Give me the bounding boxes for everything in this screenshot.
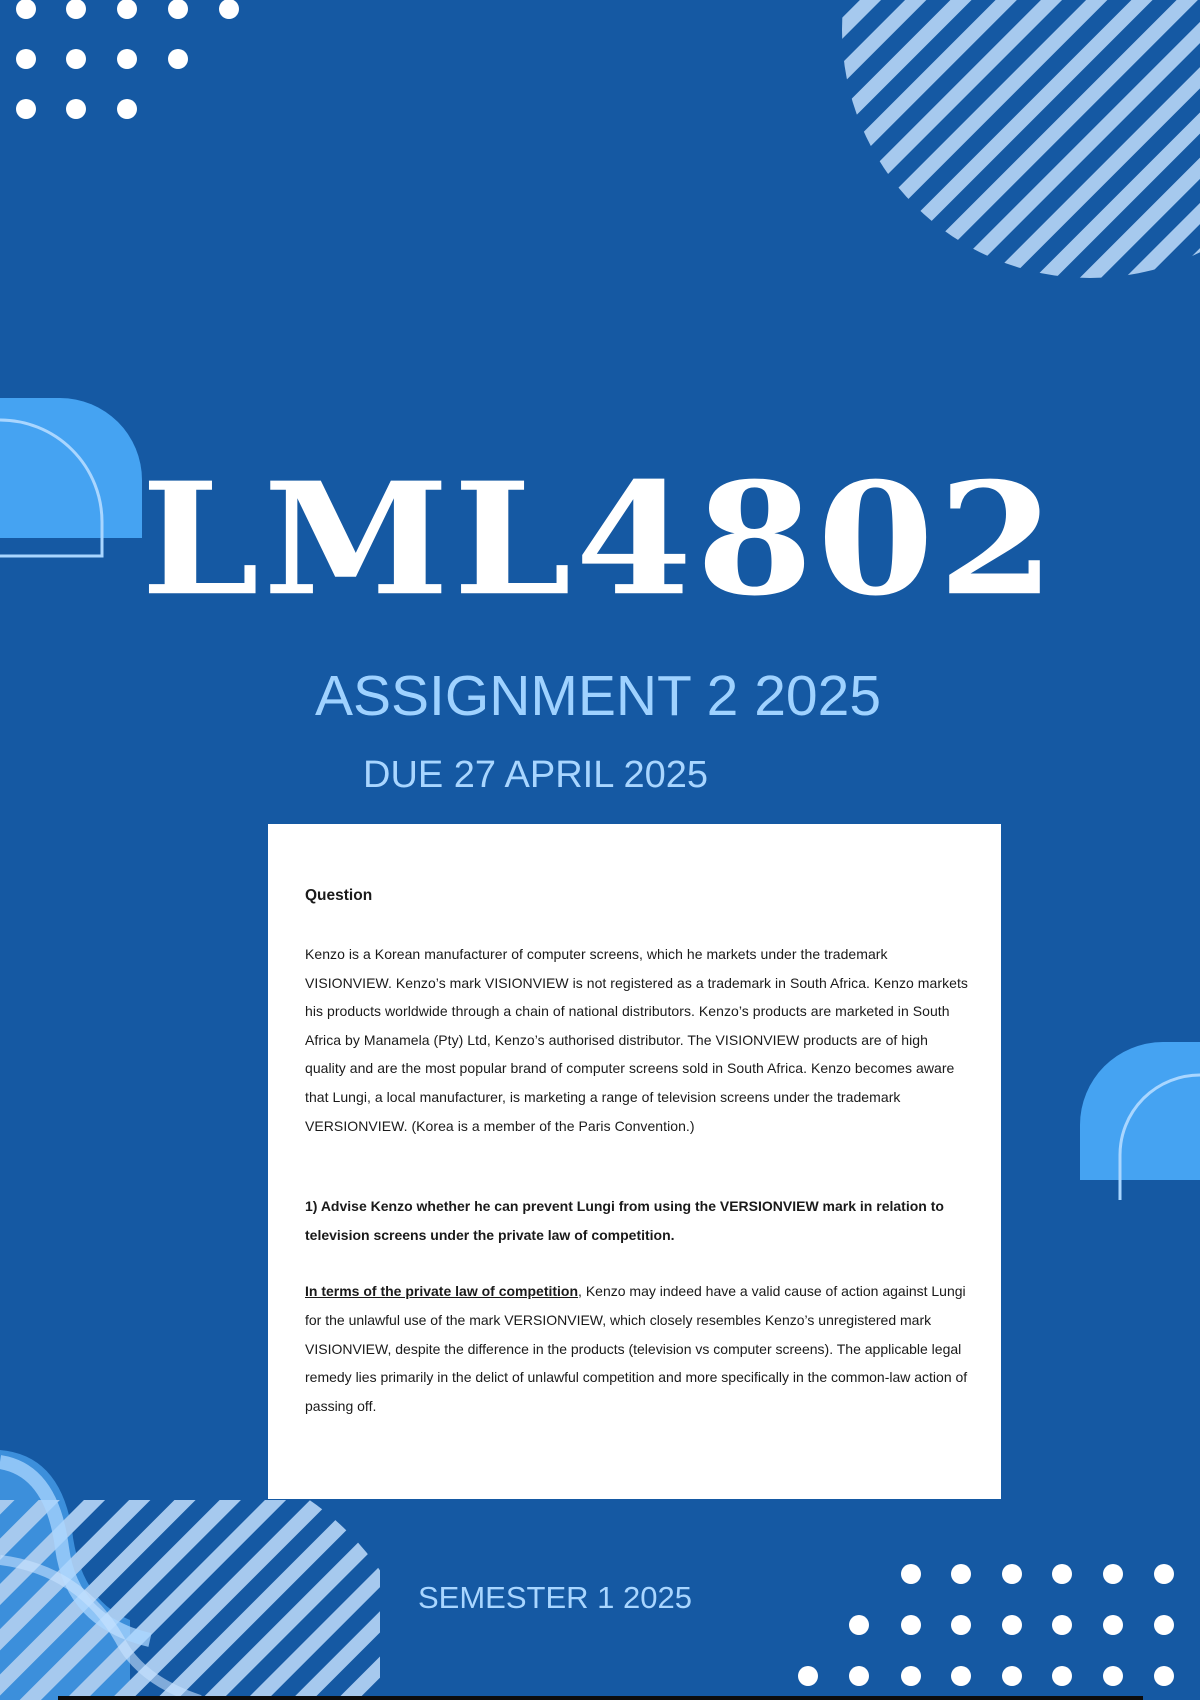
- document-excerpt-panel: [268, 824, 1001, 1499]
- assignment-title: ASSIGNMENT 2 2025: [315, 664, 882, 728]
- dot-grid-top-left: [16, 0, 239, 119]
- answer-body: , Kenzo may indeed have a valid cause of action against Lungi for the unlawful use of the mark VERSIONVIEW, which closely resembles Kenzo’s unregistered mark VISIONVIEW, despite the difference in the products (television vs computer screens). The applicable legal remedy lies primarily in the delict of unlawful competition and more specifically in the common-law action of passing off.: [305, 1283, 968, 1414]
- dot-grid-bottom-right: [798, 1564, 1174, 1686]
- quarter-shape-right: [1080, 1042, 1200, 1200]
- bottom-divider: [58, 1696, 1143, 1700]
- striped-circle-top-right: [800, 0, 1200, 290]
- due-date: DUE 27 APRIL 2025: [363, 754, 709, 796]
- question-heading: Question: [305, 887, 373, 904]
- question-1: 1) Advise Kenzo whether he can prevent Lungi from using the VERSIONVIEW mark in relation to television screens under the private law of competition.: [305, 1198, 944, 1243]
- answer-paragraph: [305, 1277, 969, 1420]
- semester-label: SEMESTER 1 2025: [418, 1580, 692, 1615]
- answer-lead-underlined: In terms of the private law of competition: [305, 1283, 579, 1300]
- scenario-paragraph: Kenzo is a Korean manufacturer of computer screens, which he markets under the trademark VISIONVIEW. Kenzo’s mark VISIONVIEW is not registered as a trademark in South Africa. Kenzo markets his products worldwide through a chain of national distributors. Kenzo’s products are marketed in South Africa by Manamela (Pty) Ltd, Kenzo’s authorised distributor. The VISIONVIEW products are of high quality and are the most popular brand of computer screens sold in South Africa. Kenzo becomes aware that Lungi, a local manufacturer, is marketing a range of television screens under the trademark VERSIONVIEW. (Korea is a member of the Paris Convention.): [305, 946, 968, 1134]
- course-code-title: LML4802: [141, 447, 1059, 631]
